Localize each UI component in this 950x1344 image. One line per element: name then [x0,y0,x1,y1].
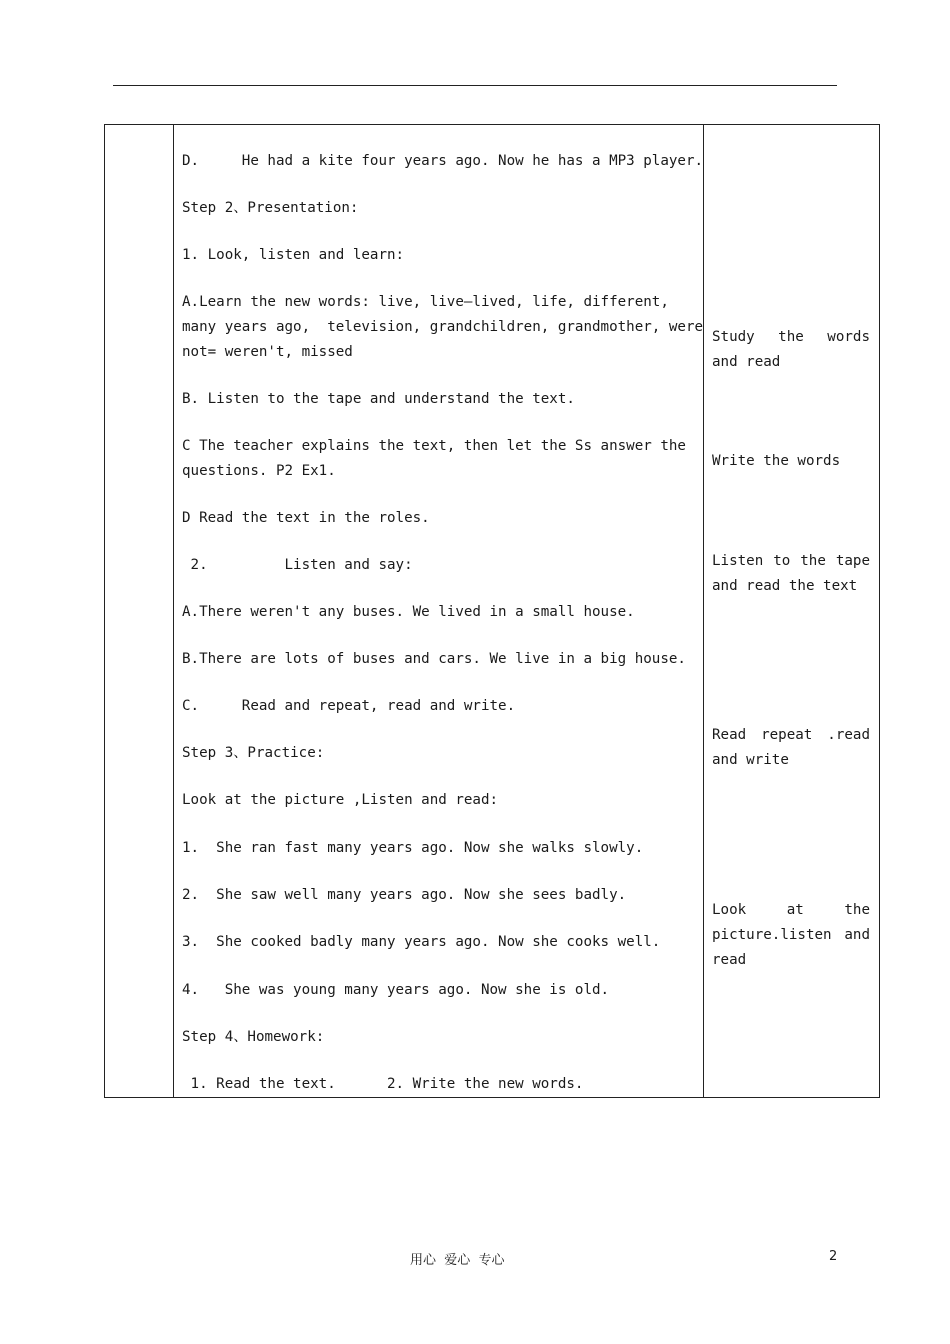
lesson-line: D. He had a kite four years ago. Now he has a MP3 player. [182,153,704,169]
lesson-line: D Read the text in the roles. [182,510,430,526]
lesson-line: 2. Listen and say: [182,557,413,573]
lesson-line: Look at the picture ,Listen and read: [182,792,499,808]
lesson-line: 1. Look, listen and learn: [182,247,405,263]
lesson-line: 2. She saw well many years ago. Now she sees badly. [182,887,627,903]
activity-note: Listen to the tape and read the text [712,553,870,594]
header-rule [113,85,837,86]
activity-note: Study the words and read [712,329,870,370]
lesson-line: Step 4、Homework: [182,1029,325,1045]
teaching-procedure-column [174,125,704,1098]
activity-note: Look at the picture.listen and read [712,902,870,968]
lesson-line: many years ago, television, grandchildren, grandmother, were [182,319,704,335]
page-number: 2 [829,1249,838,1264]
footer-motto: 用心 爱心 专心 [410,1253,505,1268]
lesson-line: 3. She cooked badly many years ago. Now she cooks well. [182,934,661,950]
lesson-table [104,124,880,1098]
lesson-line: 1. She ran fast many years ago. Now she walks slowly. [182,840,644,856]
lesson-line: not= weren't, missed [182,344,353,360]
lesson-line: A.There weren't any buses. We lived in a small house. [182,604,635,620]
lesson-line: 1. Read the text. 2. Write the new words. [182,1076,584,1092]
student-activity-column [704,125,880,1098]
lesson-line: B. Listen to the tape and understand the text. [182,391,575,407]
lesson-line: A.Learn the new words: live, live—lived, life, different, [182,294,669,310]
lesson-line: B.There are lots of buses and cars. We live in a big house. [182,651,686,667]
activity-note: Read repeat .read and write [712,727,870,768]
lesson-line: C The teacher explains the text, then let the Ss answer the [182,438,686,454]
lesson-line: questions. P2 Ex1. [182,463,336,479]
lesson-line: Step 3、Practice: [182,745,325,761]
lesson-line: C. Read and repeat, read and write. [182,698,516,714]
left-empty-column [105,125,174,1098]
activity-note: Write the words [712,453,841,469]
lesson-line: 4. She was young many years ago. Now she is old. [182,982,610,998]
lesson-line: Step 2、Presentation: [182,200,359,216]
